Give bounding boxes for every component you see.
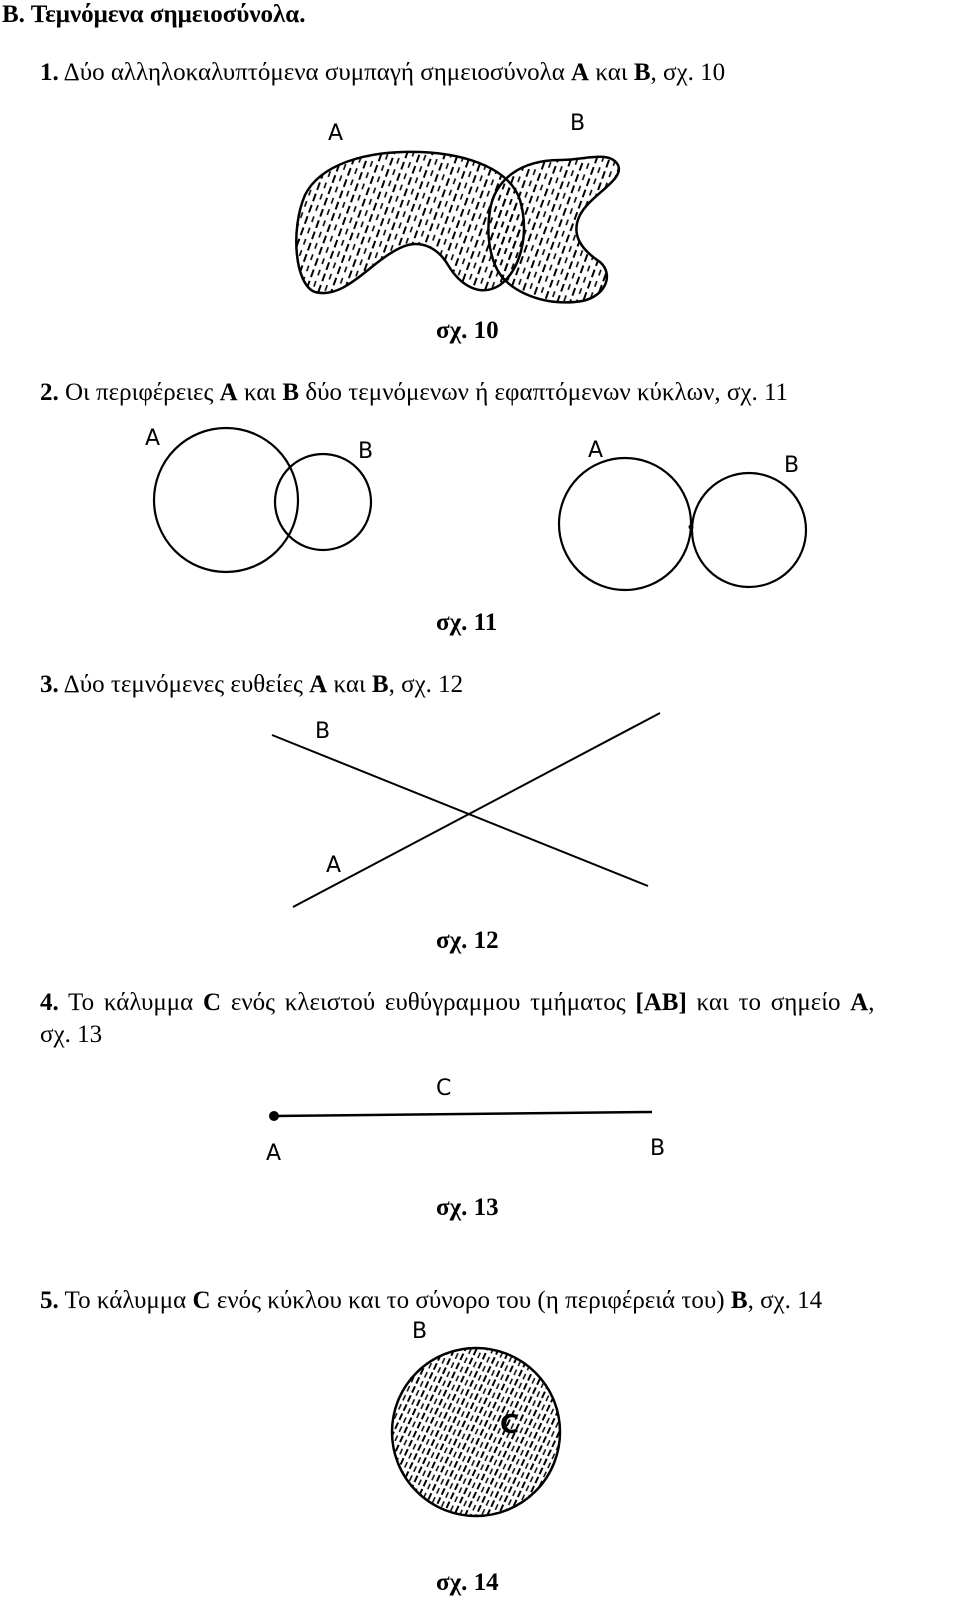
cover-c-label: C	[203, 989, 222, 1016]
circle-a-label: Α	[219, 379, 238, 406]
figure-label-b: B	[315, 719, 331, 744]
item-text: και	[589, 59, 634, 86]
line-a-label: Α	[309, 671, 328, 698]
item-text: ενός κλειστού ευθύγραμμου τμήματος	[221, 989, 636, 1016]
figure-label-c: C	[500, 1410, 520, 1440]
item-number: 4.	[40, 989, 59, 1016]
item-text: Το κάλυμμα	[58, 1287, 193, 1314]
item-text: και	[327, 671, 372, 698]
item-text: ενός κύκλου και το σύνορο του (η περιφέρειά του)	[210, 1287, 731, 1314]
figure-label-c: C	[436, 1076, 452, 1101]
item-text: δύο τεμνόμενων ή εφαπτόμενων κύκλων, σχ. 11	[299, 379, 789, 406]
item-text: , σχ. 12	[388, 671, 464, 698]
figure-label-a: A	[266, 1141, 282, 1166]
set-a-label: Α	[571, 59, 590, 86]
section-title: Β. Τεμνόμενα σημειοσύνολα.	[2, 1, 306, 28]
figure-label-b: B	[358, 439, 374, 464]
figure-label-a: A	[328, 121, 344, 146]
item-text: ,	[868, 989, 875, 1016]
item-number: 5.	[40, 1287, 59, 1314]
figure-label-a: A	[326, 853, 342, 878]
figure-label-b: B	[784, 453, 800, 478]
boundary-b-label: Β	[730, 1287, 748, 1314]
item-4-text-line2: σχ. 13	[40, 1021, 103, 1048]
item-text: Δύο τεμνόμενες ευθείες	[58, 671, 310, 698]
segment-ab-label: [ΑΒ]	[635, 989, 687, 1016]
cover-c-label: C	[192, 1287, 211, 1314]
caption-fig-10: σχ. 10	[436, 317, 499, 344]
figure-label-b: B	[650, 1136, 666, 1161]
item-text: και	[237, 379, 283, 406]
item-text: Οι περιφέρειες	[58, 379, 220, 406]
item-text: και το σημείο	[686, 989, 851, 1016]
circle-b-label: Β	[282, 379, 300, 406]
caption-fig-14: σχ. 14	[436, 1569, 499, 1596]
item-number: 1.	[40, 59, 59, 86]
item-text: Το κάλυμμα	[58, 989, 204, 1016]
item-number: 3.	[40, 671, 59, 698]
caption-fig-11: σχ. 11	[436, 609, 498, 636]
figure-label-b: B	[570, 111, 586, 136]
item-text: , σχ. 10	[650, 59, 726, 86]
figure-label-a: A	[588, 438, 604, 463]
item-text: Δύο αλληλοκαλυπτόμενα συμπαγή σημειοσύνολα	[58, 59, 572, 86]
set-b-label: Β	[633, 59, 651, 86]
item-number: 2.	[40, 379, 59, 406]
figure-label-a: A	[145, 426, 161, 451]
point-a-label: Α	[850, 989, 869, 1016]
filled-disc	[392, 1348, 560, 1516]
caption-fig-13: σχ. 13	[436, 1194, 499, 1221]
line-b-label: Β	[371, 671, 389, 698]
item-text: , σχ. 14	[747, 1287, 823, 1314]
figure-label-b: B	[412, 1319, 428, 1344]
caption-fig-12: σχ. 12	[436, 927, 499, 954]
